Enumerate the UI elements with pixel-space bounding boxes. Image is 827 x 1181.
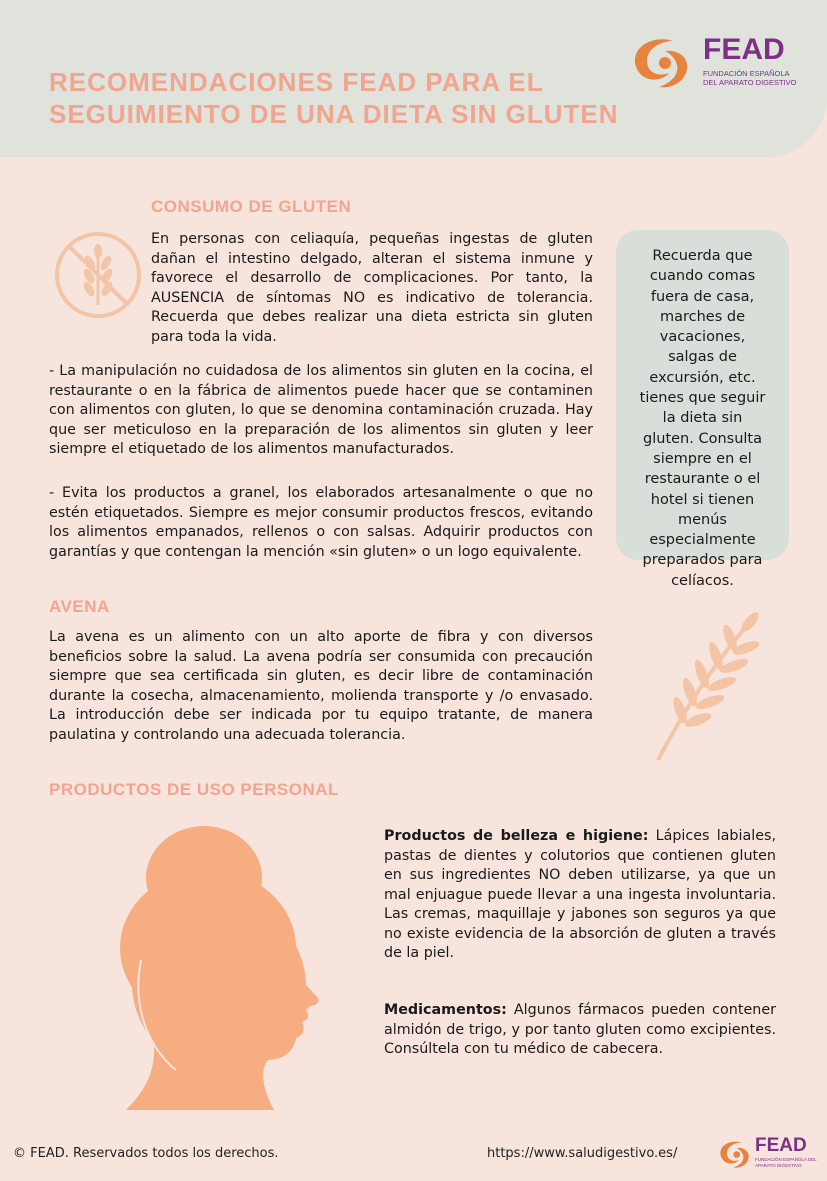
title-line-1: RECOMENDACIONES FEAD PARA EL — [49, 67, 544, 97]
heading-productos: PRODUCTOS DE USO PERSONAL — [49, 780, 339, 799]
aside-text: Recuerda que cuando comas fuera de casa, marches de vacaciones, salgas de excursión, etc. tienes que seguir la dieta sin gluten. Consulta siempre en el restaurante o el hotel si tienen menús especialmente preparados para celíacos. — [639, 248, 766, 589]
logo-subtitle — [703, 69, 803, 87]
medicamentos-label: Medicamentos: — [384, 1002, 507, 1018]
page-title — [49, 66, 649, 130]
woman-silhouette-icon — [96, 820, 366, 1110]
consumo-paragraph-2: - Evita los productos a granel, los elaborados artesanalmente o que no estén etiquetados. Siempre es mejor consumir productos frescos, evitando los alimentos empanados, rellenos o con salsas. Adquirir productos con garantías y que contengan la mención «sin gluten» o un logo equivalente. — [49, 485, 593, 560]
footer-logo-wordmark: FEAD — [755, 1135, 807, 1156]
footer-logo-subtitle: FUNDACIÓN ESPAÑOLA DEL APARATO DIGESTIVO — [755, 1157, 817, 1168]
title-line-2: SEGUIMIENTO DE UNA DIETA SIN GLUTEN — [49, 99, 619, 129]
fead-logo-mark-icon — [625, 33, 695, 91]
footer-copyright: © FEAD. Reservados todos los derechos. — [13, 1146, 279, 1161]
footer-logo-mark-icon — [715, 1137, 753, 1171]
belleza-label: Productos de belleza e higiene: — [384, 828, 649, 844]
belleza-text: Lápices labiales, pastas de dientes y colutorios que contienen gluten en sus ingredientes NO deben utilizarse, ya que un mal enjuague puede llevar a una ingesta involuntaria. Las cremas, maquillaje y jabones son seguros ya que no existe evidencia de la absorción de gluten a través de la piel. — [384, 828, 776, 961]
no-gluten-icon — [52, 229, 144, 321]
consumo-paragraph-1: - La manipulación no cuidadosa de los alimentos sin gluten en la cocina, el restaurante o en la fábrica de alimentos puede hacer que se contaminen con alimentos con gluten, lo que se denomina contaminación cruzada. Hay que ser meticuloso en la preparación de los alimentos sin gluten y leer siempre el etiquetado de los alimentos manufacturados. — [49, 363, 593, 457]
wheat-icon — [630, 608, 770, 768]
productos-belleza — [384, 827, 776, 964]
footer-url-link[interactable]: https://www.saludigestivo.es/ — [487, 1146, 678, 1161]
logo-subtitle-line-2: DEL APARATO DIGESTIVO — [703, 78, 797, 87]
consumo-intro: En personas con celiaquía, pequeñas ingestas de gluten dañan el intestino delgado, alteran el sistema inmune y favorece el desarrollo de complicaciones. Por tanto, la AUSENCIA de síntomas NO es indicativo de tolerancia. Recuerda que debes realizar una dieta estricta sin gluten para toda la vida. — [151, 231, 593, 345]
heading-consumo: CONSUMO DE GLUTEN — [151, 197, 352, 216]
fead-logo — [625, 33, 800, 93]
productos-medicamentos — [384, 1001, 776, 1060]
medicamentos-text: Algunos fármacos pueden contener almidón de trigo, y por tanto gluten como excipientes. Consúltela con tu médico de cabecera. — [384, 1002, 776, 1057]
heading-avena: AVENA — [49, 597, 110, 616]
footer-logo — [715, 1135, 815, 1175]
logo-subtitle-line-1: FUNDACIÓN ESPAÑOLA — [703, 69, 790, 78]
logo-wordmark: FEAD — [703, 33, 785, 66]
aside-box — [616, 230, 789, 589]
avena-text: La avena es un alimento con un alto aporte de fibra y con diversos beneficios sobre la salud. La avena podría ser consumida con precaución siempre que sea certificada sin gluten, es decir libre de contaminación durante la cosecha, almacenamiento, molienda transporte y /o envasado. La introducción debe ser indicada por tu equipo tratante, de manera paulatina y controlando una adecuada tolerancia. — [49, 629, 593, 743]
